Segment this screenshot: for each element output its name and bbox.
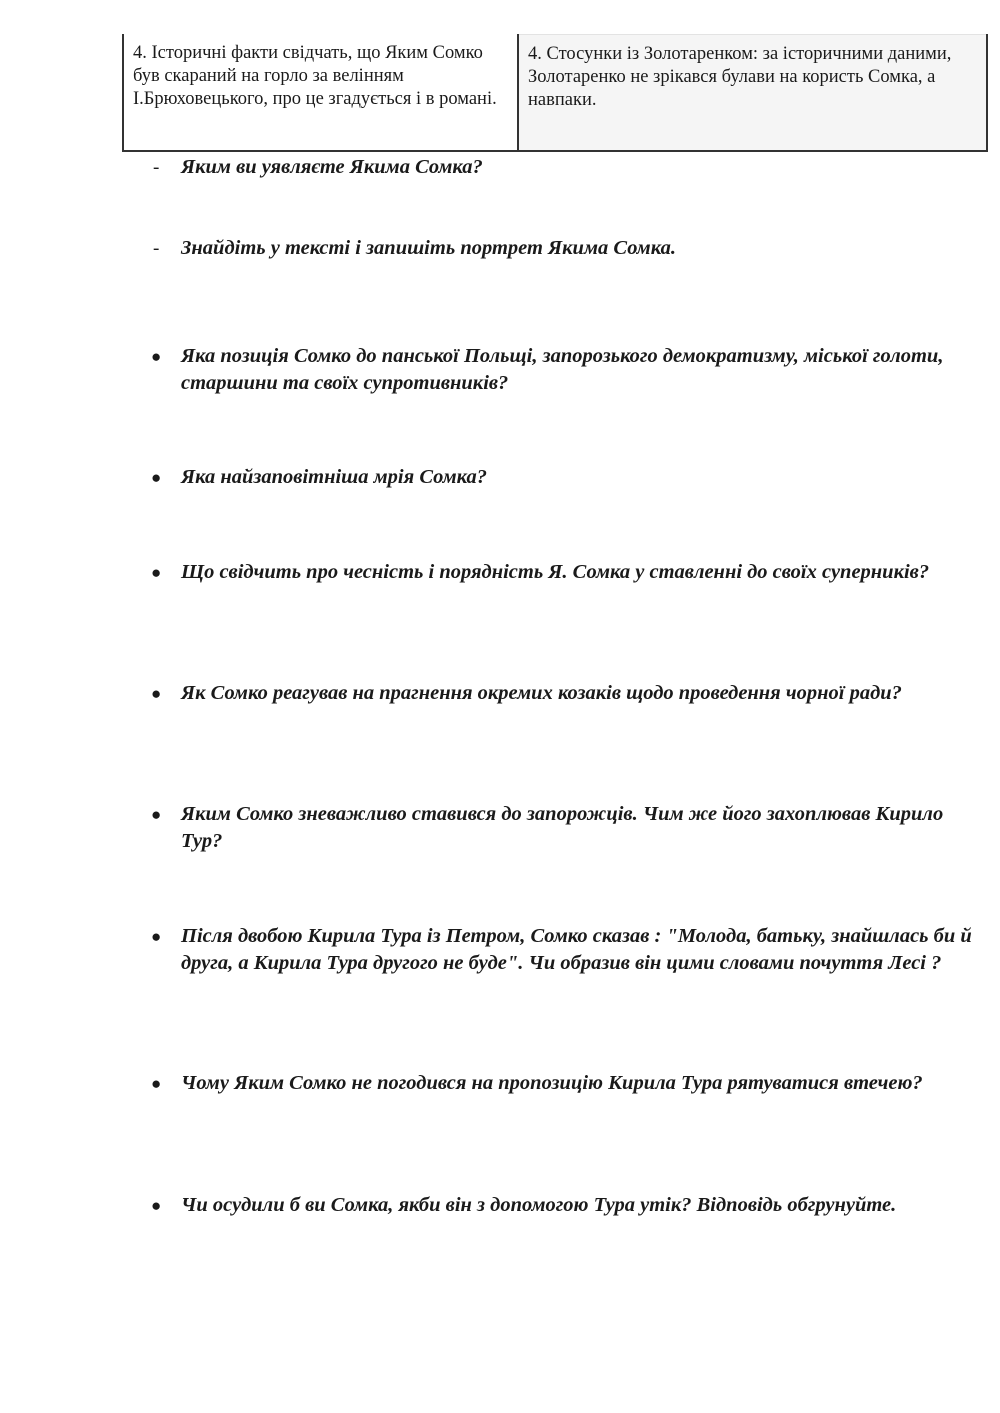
question-text: Яка позиція Сомко до панської Польщі, запорозького демократизму, міської голоти, старшини та своїх супротивників?: [181, 345, 944, 394]
bullet-icon: ●: [151, 468, 162, 487]
bullet-icon: ●: [151, 1074, 162, 1093]
question-text: Після двобою Кирила Тура із Петром, Сомко сказав : "Молода, батьку, знайшлась би й друга, а Кирила Тура другого не буде". Чи образив він цими словами почуття Лесі ?: [181, 925, 972, 974]
question-item: [151, 464, 986, 491]
bullet-icon: ●: [151, 684, 162, 703]
bullet-icon: ●: [151, 805, 162, 824]
table-cell-right: 4. Стосунки із Золотаренком: за історичними даними, Золотаренко не зрікався булави на користь Сомка, а навпаки.: [519, 34, 986, 150]
bullet-icon: ●: [151, 1196, 162, 1215]
table-cell-left: 4. Історичні факти свідчать, що Яким Сомко був скараний на горло за велінням І.Брюховецького, про це згадується і в романі.: [124, 34, 519, 150]
question-item: [151, 1192, 986, 1219]
question-text: Як Сомко реагував на прагнення окремих козаків щодо проведення чорної ради?: [181, 682, 902, 704]
question-text: Знайдіть у тексті і запишіть портрет Якима Сомка.: [181, 237, 676, 259]
question-item: [151, 154, 986, 181]
question-text: Чи осудили б ви Сомка, якби він з допомогою Тура утік? Відповідь обгрунуйте.: [181, 1194, 897, 1216]
bullet-icon: ●: [151, 347, 162, 366]
question-item: [151, 1070, 986, 1097]
question-text: Чому Яким Сомко не погодився на пропозицію Кирила Тура рятуватися втечею?: [181, 1072, 923, 1094]
question-text: Яким Сомко зневажливо ставився до запорожців. Чим же його захоплював Кирило Тур?: [181, 803, 944, 852]
question-text: Яким ви уявляєте Якима Сомка?: [181, 156, 483, 178]
question-item: [151, 559, 986, 586]
bullet-icon: ●: [151, 927, 162, 946]
question-item: [151, 923, 986, 977]
comparison-table: [122, 34, 988, 152]
question-item: [151, 235, 986, 262]
question-text: Яка найзаповітніша мрія Сомка?: [181, 466, 488, 488]
bullet-icon: ●: [151, 563, 162, 582]
dash-marker: -: [153, 157, 160, 178]
question-item: [151, 680, 986, 707]
question-item: [151, 801, 986, 855]
dash-marker: -: [153, 238, 160, 259]
question-text: Що свідчить про чесність і порядність Я. Сомка у ставленні до своїх суперників?: [181, 561, 930, 583]
question-item: [151, 343, 986, 397]
